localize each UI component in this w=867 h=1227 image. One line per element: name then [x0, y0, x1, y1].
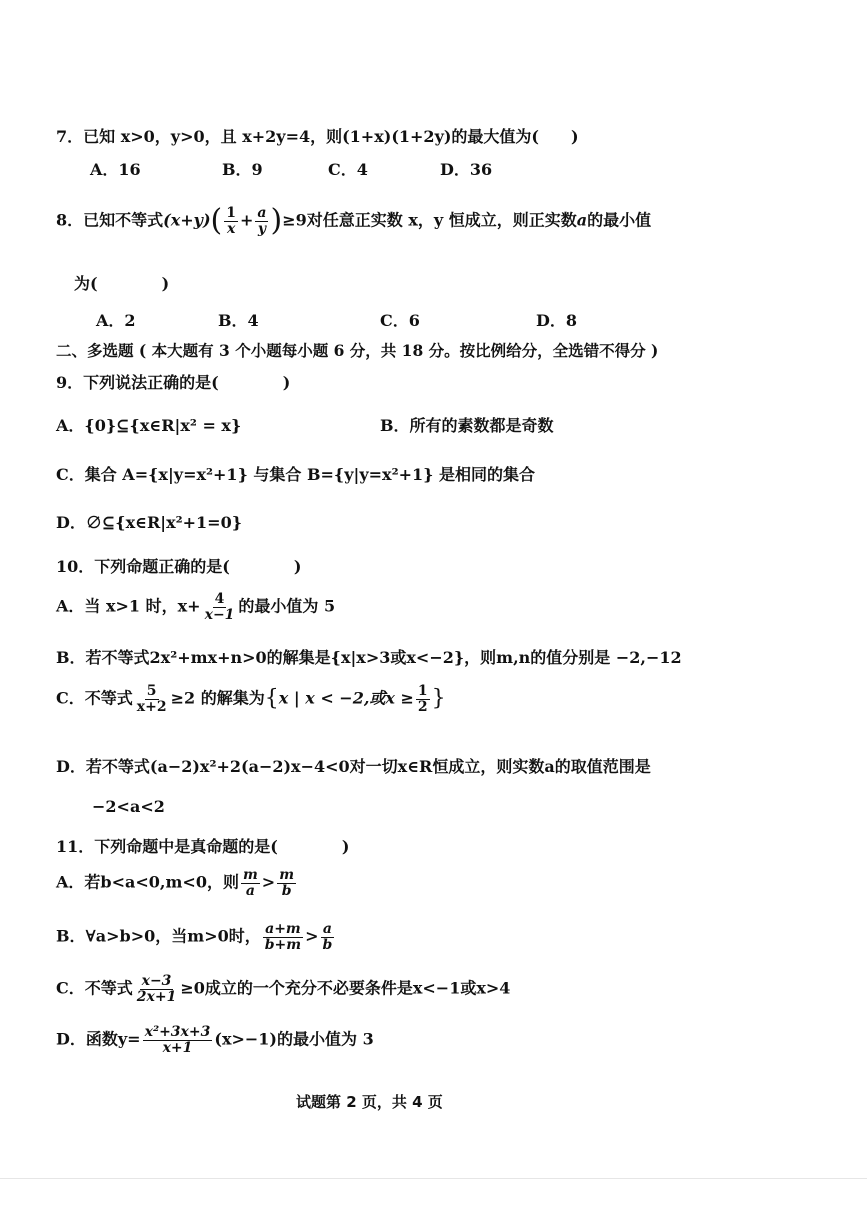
q8-factor: (x+y): [163, 210, 211, 230]
q10-a-prefix: A．当 x>1 时，x+: [56, 596, 201, 616]
q9-option-d: D．∅⊆{x∈R|x²+1=0}: [56, 513, 242, 532]
section-heading: 二、多选题 ( 本大题有 3 个小题每小题 6 分，共 18 分。按比例给分，全选错不得分 ): [56, 341, 659, 360]
q11-a-f2-den: b: [281, 882, 292, 899]
q10-option-a: [56, 592, 335, 622]
q11-d-num: x²+3x+3: [144, 1024, 211, 1040]
q8-option-d: D．8: [536, 311, 578, 330]
q9-option-c: C．集合 A={x|y=x²+1} 与集合 B={y|y=x²+1} 是相同的集合: [56, 465, 535, 484]
q10-c-prefix: C．不等式: [56, 688, 133, 708]
q9-option-a: A．{0}⊆{x∈R|x² = x}: [56, 416, 242, 435]
q11-c-den: 2x+1: [136, 988, 177, 1005]
q11-option-c: [56, 974, 510, 1004]
q10-c-brace-close: }: [431, 686, 446, 712]
q11-b-op: >: [305, 926, 319, 946]
q8-stem-suffix: ≥9对任意正实数 x，y 恒成立，则正实数: [282, 210, 577, 230]
q10-c-den: x+2: [136, 698, 167, 715]
q11-b-f1-num: a+m: [265, 921, 301, 937]
q11-d-den: x+1: [162, 1039, 193, 1056]
q8-stem-end: 的最小值: [587, 210, 652, 230]
q11-c-prefix: C．不等式: [56, 978, 133, 998]
q11-option-d: [56, 1025, 374, 1055]
q10-a-fraction: [203, 592, 237, 622]
q9-stem: 9．下列说法正确的是( ): [56, 373, 291, 392]
q8-right-paren: ): [270, 203, 283, 239]
q10-c-half-num: 1: [417, 683, 428, 699]
q7-option-d: D．36: [440, 160, 493, 179]
q11-a-op: >: [261, 872, 276, 892]
q11-c-num: x−3: [141, 973, 172, 989]
q7-option-b: B．9: [222, 160, 263, 179]
q11-stem: 11．下列命题中是真命题的是( ): [56, 837, 350, 856]
q9-option-b: B．所有的素数都是奇数: [380, 416, 554, 435]
q8-fraction-1: $\frac{1}{x}$: [226, 205, 236, 237]
q11-option-b: [56, 922, 336, 952]
q11-b-f2-den: b: [322, 936, 333, 953]
q8-stem-var: a: [576, 210, 588, 230]
q11-d-fraction: [143, 1025, 213, 1055]
q11-d-suffix: (x>−1)的最小值为 3: [214, 1029, 374, 1049]
q10-c-half: [416, 684, 430, 714]
q11-c-fraction: [135, 974, 179, 1004]
q10-option-c: [56, 684, 446, 714]
q10-option-d-line2: −2<a<2: [92, 797, 165, 816]
q8-option-c: C．6: [380, 311, 420, 330]
q7-option-a: A．16: [90, 160, 141, 179]
q11-b-fraction-1: [263, 922, 303, 952]
q8-plus: +: [240, 210, 254, 230]
q11-option-a: [56, 868, 298, 898]
bottom-divider: [0, 1178, 867, 1179]
page-footer: 试题第 2 页，共 4 页: [296, 1093, 443, 1111]
q11-a-f2-num: m: [279, 867, 295, 883]
q11-a-fraction-2: [277, 868, 296, 898]
q10-a-den: x−1: [204, 606, 235, 623]
q8-left-paren: (: [210, 203, 223, 239]
q11-a-prefix: A．若b<a<0,m<0，则: [56, 872, 239, 892]
q8-fraction-a: $\frac{a}{y}$: [257, 205, 267, 237]
q8-option-a: A．2: [96, 311, 136, 330]
q8-stem: [56, 203, 652, 239]
q7-option-c: C．4: [328, 160, 368, 179]
q8-stem-line2: 为( ): [74, 274, 170, 293]
q11-b-f2-num: a: [322, 921, 332, 937]
q11-a-fraction-1: [241, 868, 260, 898]
q8-option-b: B．4: [218, 311, 259, 330]
q10-c-set: x | x < −2,或x ≥: [278, 688, 414, 708]
q7-stem: 7．已知 x>0，y>0，且 x+2y=4，则(1+x)(1+2y)的最大值为( ): [56, 127, 579, 146]
q10-a-num: 4: [214, 591, 225, 607]
q11-b-prefix: B．∀a>b>0，当m>0时，: [56, 926, 261, 946]
q10-option-d-line1: D．若不等式(a−2)x²+2(a−2)x−4<0对一切x∈R恒成立，则实数a的取值范围是: [56, 757, 651, 776]
q10-c-fraction: [135, 684, 169, 714]
q10-stem: 10．下列命题正确的是( ): [56, 557, 302, 576]
q10-c-brace-open: {: [264, 686, 279, 712]
q11-c-suffix: ≥0成立的一个充分不必要条件是x<−1或x>4: [180, 978, 511, 998]
q10-c-half-den: 2: [417, 698, 428, 715]
q10-a-suffix: 的最小值为 5: [238, 596, 336, 616]
q10-option-b: B．若不等式2x²+mx+n>0的解集是{x|x>3或x<−2}，则m,n的值分别是 −2,−12: [56, 648, 682, 667]
q11-d-prefix: D．函数y=: [56, 1029, 141, 1049]
q11-a-f1-den: a: [245, 882, 255, 899]
q11-a-f1-num: m: [242, 867, 258, 883]
q10-c-mid: ≥2 的解集为: [170, 688, 265, 708]
q11-b-fraction-2: [321, 922, 335, 952]
q11-b-f1-den: b+m: [264, 936, 302, 953]
q10-c-num: 5: [146, 683, 157, 699]
q8-stem-prefix: 8．已知不等式: [56, 210, 164, 230]
